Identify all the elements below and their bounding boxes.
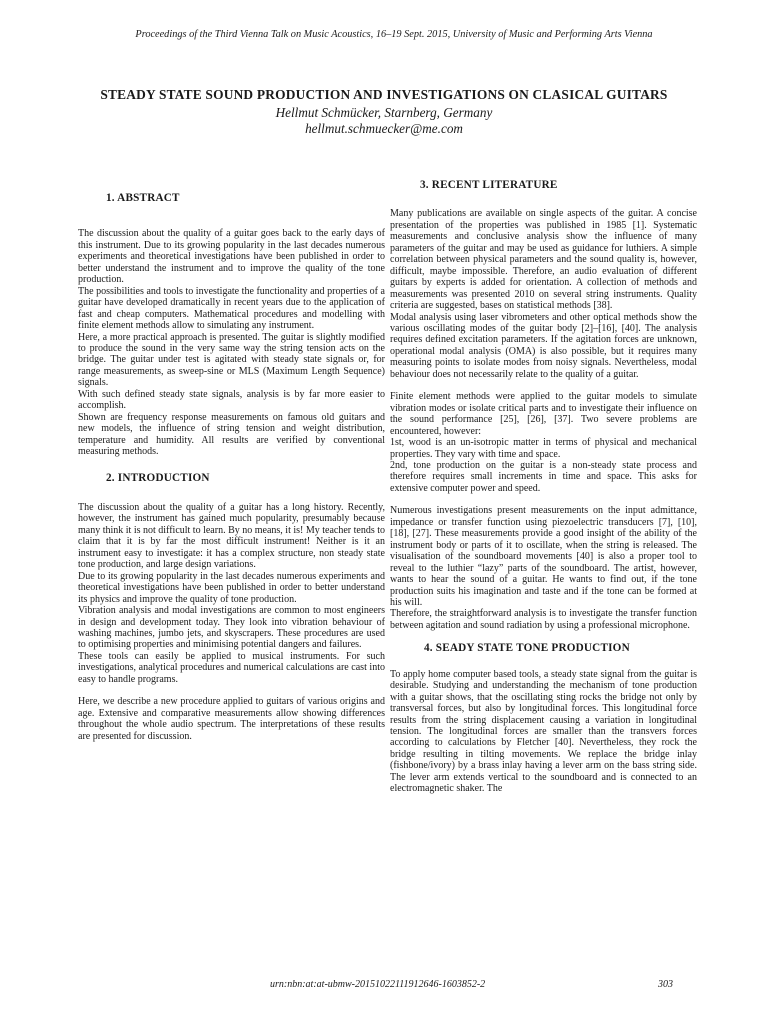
literature-paragraph: 1st, wood is an un-isotropic matter in terms of physical and mechanical properties. They vary with time and space. [390,437,697,460]
abstract-paragraph: Shown are frequency response measurements on famous old guitars and new models, the influence of string tension and weight distribution, temperature and humidity. All results are verified by conventional measuring methods. [78,411,385,458]
section-heading-steady-state: 4. SEADY STATE TONE PRODUCTION [424,642,630,655]
literature-paragraph: Modal analysis using laser vibrometers and other optical methods show the various oscillating modes of the guitar body [2]–[16], [40]. The analysis requires defined excitation parameters. If the agitation forces are unknown, operational modal analysis (OMA) is also possible, but it requires many measuring points to isolate modes from noisy signals. Nevertheless, modal behaviour does not necessarily relate to the quality of a guitar. [390,311,697,380]
abstract-paragraph: With such defined steady state signals, analysis is by far more easier to accomplish. [78,388,385,412]
literature-paragraph: Finite element methods were applied to the guitar models to simulate vibration modes or isolate critical parts and to investigate their influence on the sound performance [25], [26], [37]. Two severe problems are encountered, however: [390,391,697,437]
steady-state-paragraph: To apply home computer based tools, a steady state signal from the guitar is desirable. Studying and understanding the mechanism of tone production with a guitar shows, that the oscillating sting rocks the bridge not only by transversal forces, but also by longitudinal forces. This longitudinal force results from the string displacement causing a variation in longitudinal tension. The longitudinal forces are smaller than the transvers forces according to calculations by Fletcher [40]. Nevertheless, they rock the bridge resulting in tilting movements. We replace the bridge inlay (fishbone/ivory) by a brass inlay having a lever arm on the bass string side. The lever arm extends vertical to the soundboard and is connected to an electromagnetic shaker. The [390,668,697,795]
author-email: hellmut.schmuecker@me.com [305,121,463,136]
introduction-paragraph: Here, we describe a new procedure applied to guitars of various origins and age. Extensive and comparative measurements allow showing differences throughout the whole audio spectrum. The interpretations of these results are presented for discussion. [78,696,385,742]
literature-paragraph: 2nd, tone production on the guitar is a non-steady state process and therefore requires small increments in time and space. This asks for extensive computer power and speed. [390,459,697,494]
proceedings-header: Proceedings of the Third Vienna Talk on Music Acoustics, 16–19 Sept. 2015, University of Music and Performing Arts Vienna [135,29,653,40]
literature-paragraph: Many publications are available on single aspects of the guitar. A concise presentation of the properties was published in 1985 [1]. Systematic measurements and conclusive analysis show the influence of many parameters of the guitar and may be used as guidance for luthiers. A simple correlation between physical parameters and the sound quality is, however, difficult, maybe impossible. Therefore, an audio evaluation of different guitars by experts is added for orientation. A collection of methods and measurements was presented 2010 on several string instruments. Quality criteria are suggested, bases on statistical methods [38]. [390,208,697,312]
introduction-paragraph: Vibration analysis and modal investigations are common to most engineers in design and development today. They look into vibration behaviour of washing machines, jumbo jets, and skyscrapers. These procedures are used to optimising properties and minimising potential dangers and failures. [78,605,385,651]
section-heading-recent-literature: 3. RECENT LITERATURE [420,179,558,191]
abstract-paragraph: The possibilities and tools to investigate the functionality and properties of a guitar have developed dramatically in recent years due to the application of fast and cheap computers. Mathematical procedures and modelling with finite element methods allow to simulating any instrument. [78,285,385,332]
section-heading-introduction: 2. INTRODUCTION [106,471,210,484]
title-block [70,86,698,137]
section-heading-abstract: 1. ABSTRACT [106,192,180,204]
abstract-paragraph: Here, a more practical approach is presented. The guitar is slightly modified to produce the sound in the very same way the string tension acts on the bridge. The guitar under test is agitated with steady state signals or, for range measurements, as sweep-sine or MLS (Maximum Length Sequence) signals. [78,331,385,389]
introduction-paragraph: Due to its growing popularity in the last decades numerous experiments and theoretical investigations have been published in order to better understand its physics and improve the quality of tone production. [78,570,385,605]
footer-urn: urn:nbn:at:at-ubmw-20151022111912646-1603852-2 [270,979,486,990]
page-number: 303 [658,979,673,990]
left-column [78,176,385,742]
paper-title: STEADY STATE SOUND PRODUCTION AND INVESTIGATIONS ON CLASICAL GUITARS [100,87,668,102]
literature-paragraph: Therefore, the straightforward analysis is to investigate the transfer function between agitation and sound radiation by using a professional microphone. [390,608,697,631]
abstract-paragraph: The discussion about the quality of a guitar goes back to the early days of this instrument. Due to its growing popularity in the last decades numerous experiments and theoretical investigations have been published in order to better understand the instrument and to improve the quality of the tone production. [78,228,385,286]
right-column [390,176,697,795]
paper-author: Hellmut Schmücker, Starnberg, Germany [275,105,493,120]
literature-paragraph: Numerous investigations present measurements on the input admittance, impedance or transfer function using piezoelectric transducers [7], [10], [18], [27]. These measurements provide a good insight of the ability of the instrument body or parts of it to oscillate, when the string is released. The visualisation of the soundboard movements [40] is also a proper tool to reveal to the luthier “lazy” parts of the soundboard. The artist, however, wants to hear the sound of a guitar. He wants to find out, if the tone production suits his imagination and taste and if the tone can be formed at his will. [390,505,697,608]
introduction-paragraph: The discussion about the quality of a guitar has a long history. Recently, however, the instrument has gained much popularity, presumably because many think it is not difficult to learn. By no means, it is! My teacher tends to claim that it is by far the most difficult instrument! Neither is it an instrument easy to investigate: it has a complex structure, non steady state tone production, and large design variations. [78,501,385,571]
introduction-paragraph: These tools can easily be applied to musical instruments. For such investigations, analytical procedures and numerical calculations are cast into easy to handle programs. [78,650,385,685]
